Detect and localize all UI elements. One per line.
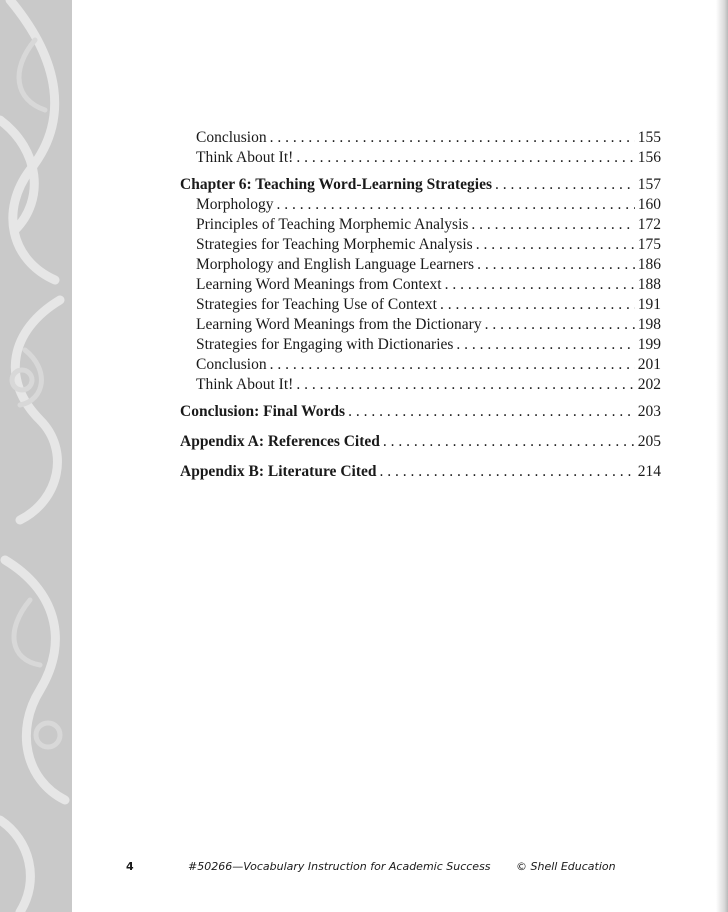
dot-leader — [477, 255, 635, 275]
toc-entry-page: 198 — [637, 316, 661, 333]
toc-entry-label: Learning Word Meanings from Context — [196, 276, 442, 293]
dot-leader — [383, 432, 635, 452]
toc-entry-label: Morphology and English Language Learners — [196, 256, 475, 273]
toc-chapter-entry — [180, 175, 661, 195]
toc-entry-label: Strategies for Teaching Morphemic Analysis — [196, 236, 473, 253]
toc-entry-page: 155 — [637, 129, 661, 146]
toc-entry-page: 199 — [637, 336, 661, 353]
toc-entry-label: Principles of Teaching Morphemic Analysis — [196, 216, 469, 233]
dot-leader — [270, 128, 635, 148]
dot-leader — [270, 355, 635, 375]
swirl-ornament-icon — [0, 0, 72, 912]
toc-entry-label: Think About It! — [196, 376, 294, 393]
toc-section-entry — [180, 128, 661, 148]
toc-section-entry — [180, 315, 661, 335]
toc-entry-page: 157 — [637, 176, 661, 193]
toc-chapter-entry — [180, 432, 661, 452]
toc-entry-label: Strategies for Teaching Use of Context — [196, 296, 437, 313]
toc-entry-label: Conclusion — [196, 356, 267, 373]
toc-section-entry — [180, 295, 661, 315]
toc-entry-page: 156 — [637, 149, 661, 166]
decorative-side-band — [0, 0, 72, 912]
toc-chapter-entry — [180, 462, 661, 482]
dot-leader — [379, 462, 634, 482]
toc-entry-page: 202 — [637, 376, 661, 393]
dot-leader — [471, 215, 634, 235]
toc-entry-page: 201 — [637, 356, 661, 373]
page-edge-shadow — [716, 0, 728, 912]
toc-entry-page: 188 — [637, 276, 661, 293]
dot-leader — [277, 195, 635, 215]
toc-entry-label: Conclusion: Final Words — [180, 403, 346, 420]
toc-entry-page: 160 — [637, 196, 661, 213]
toc-entry-label: Learning Word Meanings from the Dictionary — [196, 316, 482, 333]
toc-entry-label: Think About It! — [196, 149, 294, 166]
toc-entry-label: Appendix B: Literature Cited — [180, 463, 377, 480]
dot-leader — [456, 335, 634, 355]
dot-leader — [296, 375, 634, 395]
toc-entry-label: Conclusion — [196, 129, 267, 146]
toc-entry-label: Appendix A: References Cited — [180, 433, 380, 450]
toc-section-entry — [180, 255, 661, 275]
toc-section-entry — [180, 148, 661, 168]
toc-section-entry — [180, 275, 661, 295]
toc-section-entry — [180, 235, 661, 255]
page-number: 4 — [126, 860, 134, 873]
toc-entry-page: 186 — [637, 256, 661, 273]
toc-entry-page: 203 — [637, 403, 661, 420]
toc-section-entry — [180, 335, 661, 355]
toc-section-entry — [180, 215, 661, 235]
dot-leader — [485, 315, 635, 335]
toc-entry-page: 172 — [637, 216, 661, 233]
table-of-contents — [180, 128, 661, 482]
toc-entry-page: 191 — [637, 296, 661, 313]
dot-leader — [440, 295, 635, 315]
toc-entry-label: Strategies for Engaging with Dictionaries — [196, 336, 454, 353]
book-title: #50266—Vocabulary Instruction for Academic Success — [188, 860, 491, 873]
toc-section-entry — [180, 195, 661, 215]
toc-entry-label: Morphology — [196, 196, 274, 213]
dot-leader — [445, 275, 635, 295]
toc-entry-page: 214 — [637, 463, 661, 480]
copyright-notice: © Shell Education — [516, 860, 616, 873]
toc-entry-page: 205 — [637, 433, 661, 450]
dot-leader — [495, 175, 635, 195]
dot-leader — [296, 148, 634, 168]
dot-leader — [476, 235, 635, 255]
toc-section-entry — [180, 355, 661, 375]
toc-entry-label: Chapter 6: Teaching Word-Learning Strategies — [180, 176, 493, 193]
toc-entry-page: 175 — [637, 236, 661, 253]
dot-leader — [348, 402, 635, 422]
page-footer — [0, 860, 728, 876]
toc-section-entry — [180, 375, 661, 395]
toc-chapter-entry — [180, 402, 661, 422]
